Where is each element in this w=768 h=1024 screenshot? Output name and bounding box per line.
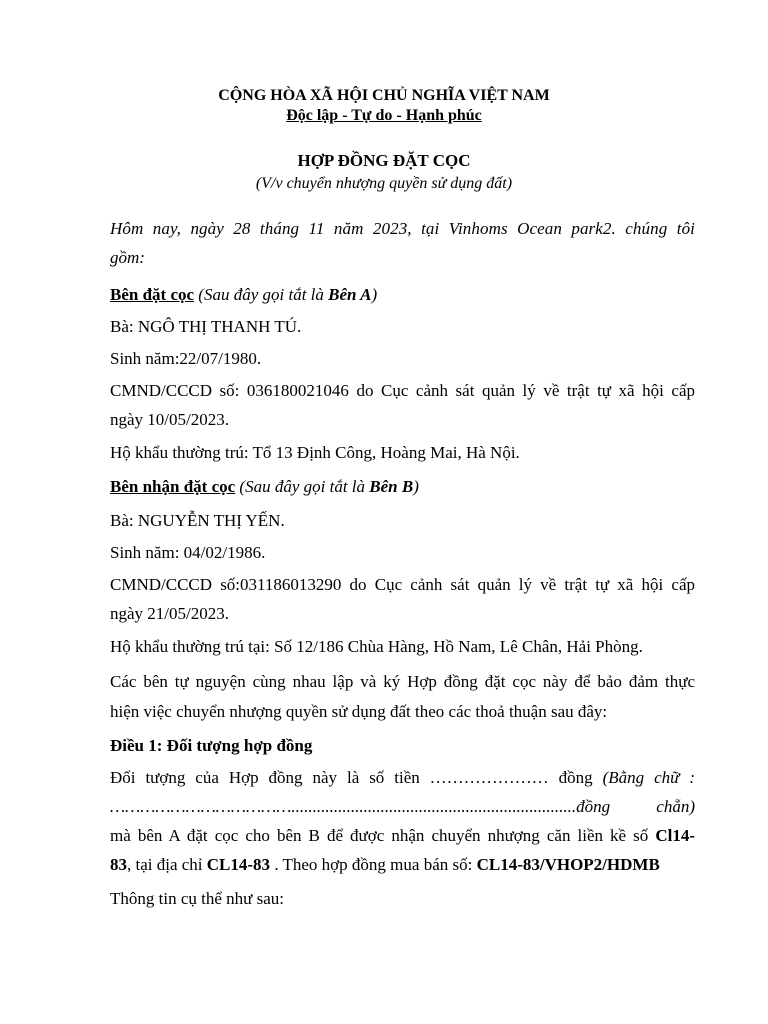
article-1-line-4-bold-3: CL14-83/VHOP2/HDMB	[476, 855, 660, 874]
party-a-id-line-1: CMND/CCCD số: 036180021046 do Cục cảnh sát quản lý về trật tự xã hội cấp	[110, 381, 695, 400]
party-a-note-prefix: (Sau đây gọi tắt là	[194, 285, 329, 304]
article-1-line-4	[110, 850, 695, 879]
contract-title: HỢP ĐỒNG ĐẶT CỌC	[297, 151, 471, 170]
party-a-id-line-2: ngày 10/05/2023.	[110, 410, 229, 429]
party-a-residence: Hộ khẩu thường trú: Tổ 13 Định Công, Hoàng Mai, Hà Nội.	[110, 443, 520, 462]
party-b-note-prefix: (Sau đây gọi tắt là	[235, 477, 370, 496]
article-1-line-4-bold-2: CL14-83	[206, 855, 271, 874]
article-1-details: Thông tin cụ thể như sau:	[110, 889, 284, 908]
party-b-name: Bà: NGUYỄN THỊ YẾN.	[110, 511, 285, 530]
article-1-heading: Điều 1: Đối tượng hợp đồng	[110, 736, 313, 755]
intro-line-2: gồm:	[110, 248, 145, 267]
party-a-note-bold: Bên A	[328, 285, 372, 304]
agreement-line-1: Các bên tự nguyện cùng nhau lập và ký Hợp đồng đặt cọc này để bảo đảm thực	[110, 672, 695, 691]
article-1-line-4-text-2: . Theo hợp đồng mua bán số:	[270, 855, 477, 874]
article-1-line-4-text-1: , tại địa chỉ	[127, 855, 207, 874]
article-1-line-3-text: mà bên A đặt cọc cho bên B để được nhận chuyển nhượng căn liền kề số	[110, 826, 656, 845]
party-b-note-bold: Bên B	[369, 477, 414, 496]
party-b-residence: Hộ khẩu thường trú tại: Số 12/186 Chùa Hàng, Hồ Nam, Lê Chân, Hải Phòng.	[110, 637, 643, 656]
party-b-id-line-1: CMND/CCCD số:031186013290 do Cục cảnh sát quản lý về trật tự xã hội cấp	[110, 575, 695, 594]
article-1-line-1	[110, 763, 695, 792]
party-b-note-suffix: )	[413, 477, 419, 496]
party-b-birth: Sinh năm: 04/02/1986.	[110, 543, 266, 562]
party-a-heading-label: Bên đặt cọc	[110, 285, 195, 304]
agreement-line-2: hiện việc chuyển nhượng quyền sử dụng đất theo các thoả thuận sau đây:	[110, 702, 608, 721]
party-a-name: Bà: NGÔ THỊ THANH TÚ.	[110, 317, 302, 336]
article-1-line-1-italic: (Bằng chữ :	[602, 768, 695, 787]
party-b-heading	[110, 472, 695, 501]
national-motto	[0, 106, 768, 126]
article-1-line-3	[110, 821, 695, 850]
party-b-id-line-2: ngày 21/05/2023.	[110, 604, 229, 623]
contract-subtitle: (V/v chuyển nhượng quyền sử dụng đất)	[255, 175, 513, 192]
article-1-line-2: ………………………………...................................................................đồng chẵn)	[110, 797, 695, 816]
article-1-line-1-text: Đối tượng của Hợp đồng này là số tiền ………………… đồng	[110, 768, 603, 787]
party-b-heading-label: Bên nhận đặt cọc	[110, 477, 236, 496]
party-a-heading	[110, 280, 695, 309]
motto-text: Độc lập - Tự do - Hạnh phúc	[286, 107, 482, 124]
intro-line-1: Hôm nay, ngày 28 tháng 11 năm 2023, tại Vinhoms Ocean park2. chúng tôi	[110, 219, 695, 238]
article-1-line-3-bold: Cl14-	[655, 826, 695, 845]
party-a-birth: Sinh năm:22/07/1980.	[110, 349, 262, 368]
national-title: CỘNG HÒA XÃ HỘI CHỦ NGHĨA VIỆT NAM	[218, 87, 550, 104]
party-a-note-suffix: )	[371, 285, 378, 304]
article-1-line-4-bold-1: 83	[110, 855, 127, 874]
